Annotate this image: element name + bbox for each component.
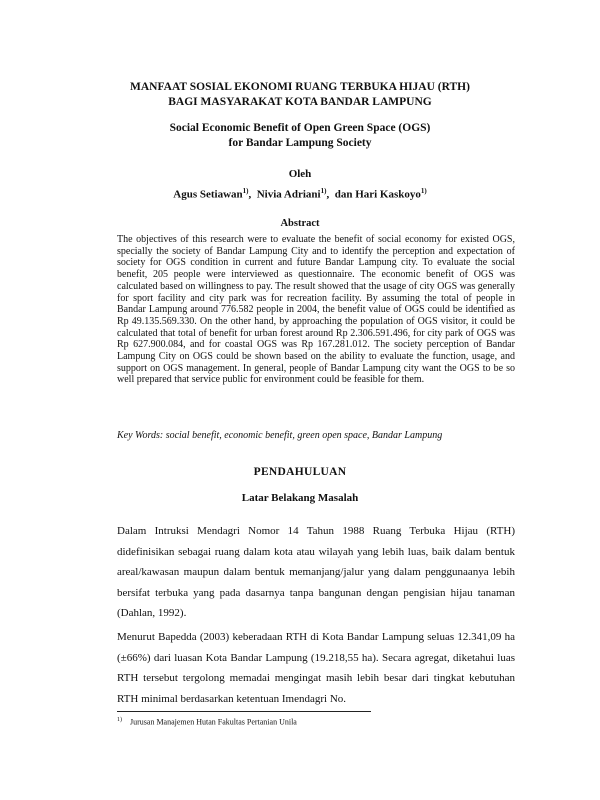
author-2-affiliation: 1) bbox=[320, 187, 327, 195]
abstract-text: The objectives of this research were to evaluate the benefit of social economy for existed OGS, specially the society of Bandar Lampung City and to identify the perception and expectation of society for OGS condition in current and future Bandar Lampung city. To evaluate the social benefit, 205 people were interviewed as questionnaire. The economic benefit of OGS was calculated based on willingness to pay. The result showed that the usage of city OGS was generally for sport facility and city park was for recreation facility. By assuming the total of people in Bandar Lampung around 776.582 people in 2004, the benefit value of OGS could be identified as Rp 49.135.569.330. On the other hand, by approaching the population of OGS visitor, it could be calculated that total of benefit for urban forest around Rp 2.306.591.496, for city park of OGS was Rp 627.900.084, and for coastal OGS was Rp 167.281.012. The society perception of Bandar Lampung City on OGS could be shown based on the ability to evaluate the function, usage, and support on OGS management. In general, people of Bandar Lampung city want the OGS to be so well prepared that service public for environment could be feasible for them. bbox=[117, 234, 515, 386]
footnote-divider bbox=[117, 711, 371, 712]
author-1-affiliation: 1) bbox=[242, 187, 249, 195]
title-line-1: MANFAAT SOSIAL EKONOMI RUANG TERBUKA HIJAU (RTH) bbox=[130, 81, 470, 93]
section-heading: PENDAHULUAN bbox=[253, 466, 347, 478]
keywords: Key Words: social benefit, economic benefit, green open space, Bandar Lampung bbox=[117, 430, 443, 441]
author-list: Agus Setiawan$^{1)}$, Nivia Adriani$^{1)}$, dan Hari Kaskoyo$^{1)}$ bbox=[173, 187, 427, 201]
author-1: Agus Setiawan bbox=[173, 188, 243, 201]
english-title-line-1: Social Economic Benefit of Open Green Space (OGS) bbox=[169, 122, 431, 134]
author-2: Nivia Adriani bbox=[256, 188, 321, 201]
body-paragraph-2: Menurut Bapedda (2003) keberadaan RTH di Kota Bandar Lampung seluas 12.341,09 ha (±66%) dari luasan Kota Bandar Lampung (19.218,55 ha). Secara agregat, diketahui luas RTH tersebut tergolong memadai mengingat masih lebih besar dari tingkat kebutuhan RTH minimal berdasarkan ketentuan Imendagri No. bbox=[117, 631, 515, 705]
footnote-mark: 1) bbox=[117, 717, 122, 723]
english-title-line-2: for Bandar Lampung Society bbox=[228, 137, 372, 149]
english-title bbox=[0, 121, 600, 151]
byline: Oleh bbox=[288, 168, 312, 180]
subsection-heading: Latar Belakang Masalah bbox=[241, 492, 359, 504]
footnote-text: Jurusan Manajemen Hutan Fakultas Pertanian Unila bbox=[130, 717, 297, 727]
author-3: dan Hari Kaskoyo bbox=[334, 188, 421, 201]
author-3-affiliation: 1) bbox=[420, 187, 427, 195]
abstract-heading: Abstract bbox=[280, 218, 320, 229]
paper-title bbox=[0, 80, 600, 110]
footnote bbox=[117, 717, 297, 727]
body-paragraph-1: Dalam Intruksi Mendagri Nomor 14 Tahun 1988 Ruang Terbuka Hijau (RTH) didefinisikan sebagai ruang dalam kota atau wilayah yang lebih luas, baik dalam bentuk areal/kawasan maupun dalam bentuk memanjang/jalur yang dalam penggunaanya lebih bersifat terbuka yang pada dasarnya tanpa bangunan dengan pengisian hijau tanaman (Dahlan, 1992). bbox=[117, 525, 515, 619]
title-line-2: BAGI MASYARAKAT KOTA BANDAR LAMPUNG bbox=[168, 96, 432, 108]
